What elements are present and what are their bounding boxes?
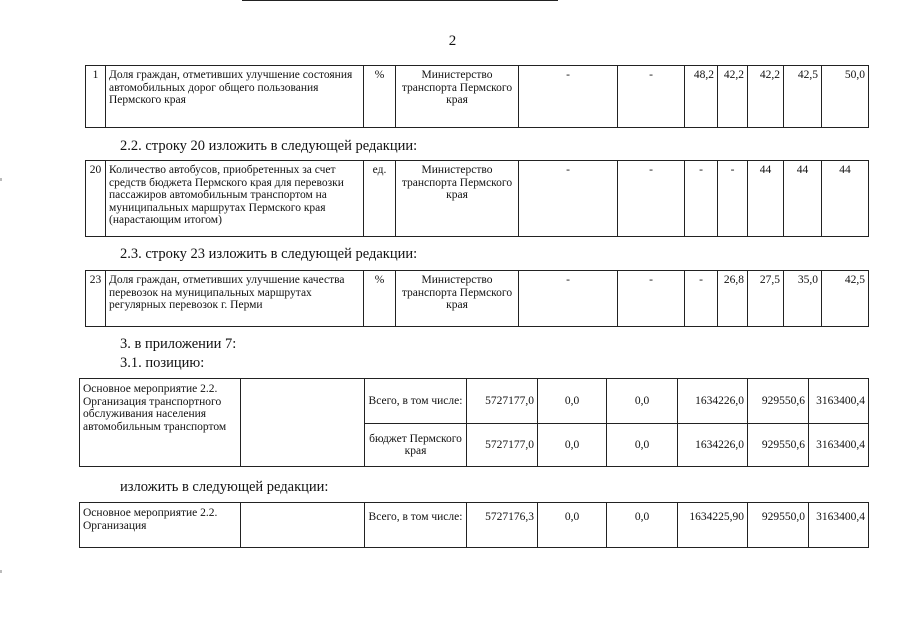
value-cell: 44 xyxy=(822,161,869,237)
value-cell: 1634226,0 xyxy=(678,379,748,424)
value-cell: - xyxy=(519,271,618,327)
value-cell: 3163400,4 xyxy=(809,503,869,548)
position-table-old xyxy=(79,378,869,467)
page-number: 2 xyxy=(448,33,457,49)
paragraph-2-3: 2.3. строку 23 изложить в следующей редакции: xyxy=(120,246,418,262)
value-cell: 42,2 xyxy=(748,66,784,128)
value-cell: 42,2 xyxy=(718,66,748,128)
indicator-table-row-23 xyxy=(85,270,869,327)
value-cell: 44 xyxy=(784,161,822,237)
indicator-table-row-1 xyxy=(85,65,869,128)
value-cell: 26,8 xyxy=(718,271,748,327)
indicator-name: Количество автобусов, приобретенных за счет средств бюджета Пермского края для перевозки пассажиров автомобильным транспортом на муниципальных маршрутах Пермского края (нарастающим итогом) xyxy=(106,161,364,237)
row-number: 20 xyxy=(86,161,106,237)
empty-cell xyxy=(241,379,365,467)
paragraph-2-2: 2.2. строку 20 изложить в следующей редакции: xyxy=(120,138,418,154)
value-cell: 1634225,90 xyxy=(678,503,748,548)
value-cell: 1634226,0 xyxy=(678,424,748,467)
activity-name: Основное мероприятие 2.2. Организация xyxy=(80,503,241,548)
value-cell: 3163400,4 xyxy=(809,424,869,467)
value-cell: 42,5 xyxy=(822,271,869,327)
value-cell: 929550,6 xyxy=(748,424,809,467)
unit: % xyxy=(364,66,396,128)
value-cell: - xyxy=(718,161,748,237)
value-cell: 3163400,4 xyxy=(809,379,869,424)
indicator-name: Доля граждан, отметивших улучшение состояния автомобильных дорог общего пользования Пермского края xyxy=(106,66,364,128)
value-cell: 929550,0 xyxy=(748,503,809,548)
indicator-name: Доля граждан, отметивших улучшение качества перевозок на муниципальных маршрутах регулярных перевозок г. Перми xyxy=(106,271,364,327)
header-rule xyxy=(242,0,558,1)
value-cell: - xyxy=(618,271,685,327)
paragraph-3: 3. в приложении 7: xyxy=(120,336,237,352)
table-row xyxy=(86,161,869,237)
value-cell: 0,0 xyxy=(538,503,607,548)
value-cell: 5727177,0 xyxy=(467,379,538,424)
responsible: Министерство транспорта Пермского края xyxy=(396,271,519,327)
empty-cell xyxy=(241,503,365,548)
value-cell: 0,0 xyxy=(538,379,607,424)
table-row xyxy=(80,379,869,424)
responsible: Министерство транспорта Пермского края xyxy=(396,161,519,237)
position-table-new xyxy=(79,502,869,548)
table-row xyxy=(86,66,869,128)
value-cell: 35,0 xyxy=(784,271,822,327)
value-cell: - xyxy=(618,66,685,128)
row-label: бюджет Пермского края xyxy=(365,424,467,467)
value-cell: - xyxy=(519,161,618,237)
value-cell: 44 xyxy=(748,161,784,237)
value-cell: 5727177,0 xyxy=(467,424,538,467)
paragraph-new: изложить в следующей редакции: xyxy=(120,479,329,495)
value-cell: 0,0 xyxy=(607,424,678,467)
row-number: 23 xyxy=(86,271,106,327)
paragraph-3-1: 3.1. позицию: xyxy=(120,355,205,371)
value-cell: - xyxy=(685,161,718,237)
value-cell: - xyxy=(519,66,618,128)
value-cell: - xyxy=(618,161,685,237)
value-cell: - xyxy=(685,271,718,327)
value-cell: 48,2 xyxy=(685,66,718,128)
table-row xyxy=(80,503,869,548)
unit: ед. xyxy=(364,161,396,237)
unit: % xyxy=(364,271,396,327)
value-cell: 5727176,3 xyxy=(467,503,538,548)
row-label: Всего, в том числе: xyxy=(365,379,467,424)
responsible: Министерство транспорта Пермского края xyxy=(396,66,519,128)
value-cell: 0,0 xyxy=(607,503,678,548)
row-label: Всего, в том числе: xyxy=(365,503,467,548)
value-cell: 42,5 xyxy=(784,66,822,128)
activity-name: Основное мероприятие 2.2. Организация транспортного обслуживания населения автомобильным транспортом xyxy=(80,379,241,467)
scan-mark xyxy=(0,178,2,181)
table-row xyxy=(86,271,869,327)
scan-mark xyxy=(0,570,2,573)
value-cell: 0,0 xyxy=(538,424,607,467)
indicator-table-row-20 xyxy=(85,160,869,237)
value-cell: 0,0 xyxy=(607,379,678,424)
value-cell: 50,0 xyxy=(822,66,869,128)
value-cell: 27,5 xyxy=(748,271,784,327)
value-cell: 929550,6 xyxy=(748,379,809,424)
row-number: 1 xyxy=(86,66,106,128)
